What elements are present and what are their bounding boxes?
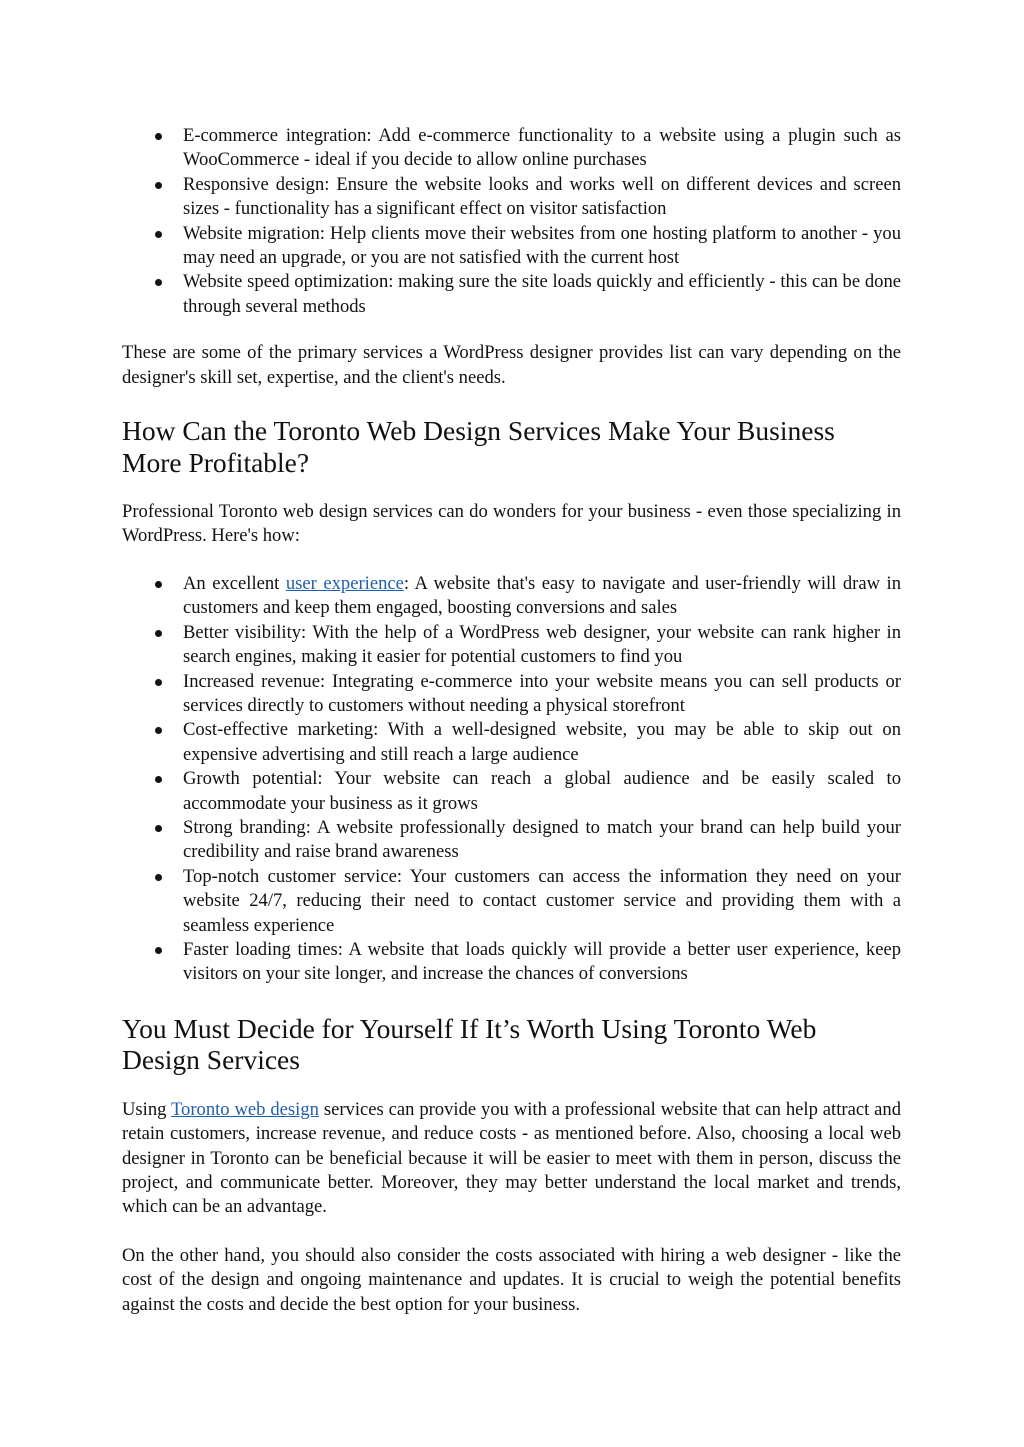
list-item-text: Cost-effective marketing: With a well-designed website, you may be able to skip out on expensive advertising and still reach a large audience: [183, 719, 901, 765]
bullet-icon: [155, 630, 162, 637]
list-item: [122, 222, 901, 271]
bullet-icon: [155, 231, 162, 238]
list-item: [122, 621, 901, 670]
list-item-text: Increased revenue: Integrating e-commerce into your website means you can sell products or services directly to customers without needing a physical storefront: [183, 670, 901, 716]
section-heading-profitable: How Can the Toronto Web Design Services Make Your Business More Profitable?: [122, 415, 835, 478]
list-item-text: Growth potential: Your website can reach a global audience and be easily scaled to accommodate your business as it grows: [183, 768, 901, 814]
list-item: [122, 718, 901, 767]
list-item: [122, 816, 901, 865]
list-item-text: Website speed optimization: making sure the site loads quickly and efficiently - this can be done through several methods: [183, 271, 901, 317]
list-item: [122, 270, 901, 319]
costs-paragraph: On the other hand, you should also consider the costs associated with hiring a web designer - like the cost of the design and ongoing maintenance and updates. It is crucial to weigh the potential benefits against the costs and decide the best option for your business.: [122, 1244, 901, 1315]
bullet-icon: [155, 182, 162, 189]
bullet-icon: [155, 776, 162, 783]
list-item-text: Website migration: Help clients move their websites from one hosting platform to another - you may need an upgrade, or you are not satisfied with the current host: [183, 222, 901, 269]
section-heading-decide: You Must Decide for Yourself If It’s Worth Using Toronto Web Design Services: [122, 1012, 817, 1076]
bullet-icon: [155, 727, 162, 734]
list-item: [122, 670, 901, 719]
bullet-icon: [155, 581, 162, 588]
services-list: [122, 124, 901, 319]
list-item-text: Responsive design: Ensure the website looks and works well on different devices and screen sizes - functionality has a significant effect on visitor satisfaction: [183, 173, 901, 220]
list-item: [122, 173, 901, 222]
list-item: [122, 865, 901, 938]
user-experience-link[interactable]: user experience: [285, 572, 404, 594]
list-item: [122, 767, 901, 816]
list-item-text: Top-notch customer service: Your customers can access the information they need on your website 24/7, reducing their need to contact customer service and providing them with a seamless experience: [183, 865, 901, 936]
list-item: [122, 572, 901, 621]
list-item-text: Faster loading times: A website that loads quickly will provide a better user experience, keep visitors on your site longer, and increase the chances of conversions: [183, 938, 901, 985]
bullet-icon: [155, 874, 162, 881]
bullet-icon: [155, 679, 162, 686]
paragraph-text-before: Using: [122, 1098, 171, 1120]
list-item: [122, 124, 901, 173]
list-item-text-before: An excellent: [183, 572, 286, 594]
toronto-design-paragraph: [122, 1098, 901, 1220]
list-item-text-after: : A website that's easy to navigate and user-friendly will draw in customers and keep them engaged, boosting conversions and sales: [183, 572, 901, 619]
list-item-text: E-commerce integration: Add e-commerce functionality to a website using a plugin such as WooCommerce - ideal if you decide to allow online purchases: [183, 125, 901, 171]
bullet-icon: [155, 947, 162, 954]
list-item: [122, 938, 901, 987]
paragraph-text-after: services can provide you with a professional website that can help attract and retain customers, increase revenue, and reduce costs - as mentioned before. Also, choosing a local web designer in Toronto can be beneficial because it will be easier to meet with them in person, discuss the project, and communicate better. Moreover, they may better understand the local market and trends, which can be an advantage.: [122, 1098, 901, 1218]
services-summary-paragraph: These are some of the primary services a WordPress designer provides list can vary depending on the designer's skill set, expertise, and the client's needs.: [122, 342, 901, 388]
toronto-web-design-link[interactable]: Toronto web design: [171, 1098, 319, 1120]
bullet-icon: [155, 133, 162, 140]
bullet-icon: [155, 279, 162, 286]
list-item-text: Strong branding: A website professionally designed to match your brand can help build your credibility and raise brand awareness: [183, 816, 901, 863]
intro-paragraph: Professional Toronto web design services can do wonders for your business - even those specializing in WordPress. Here's how:: [122, 501, 901, 547]
bullet-icon: [155, 825, 162, 832]
document-page: [122, 124, 901, 1317]
benefits-list: [122, 572, 901, 987]
list-item-text: Better visibility: With the help of a WordPress web designer, your website can rank higher in search engines, making it easier for potential customers to find you: [183, 621, 901, 668]
